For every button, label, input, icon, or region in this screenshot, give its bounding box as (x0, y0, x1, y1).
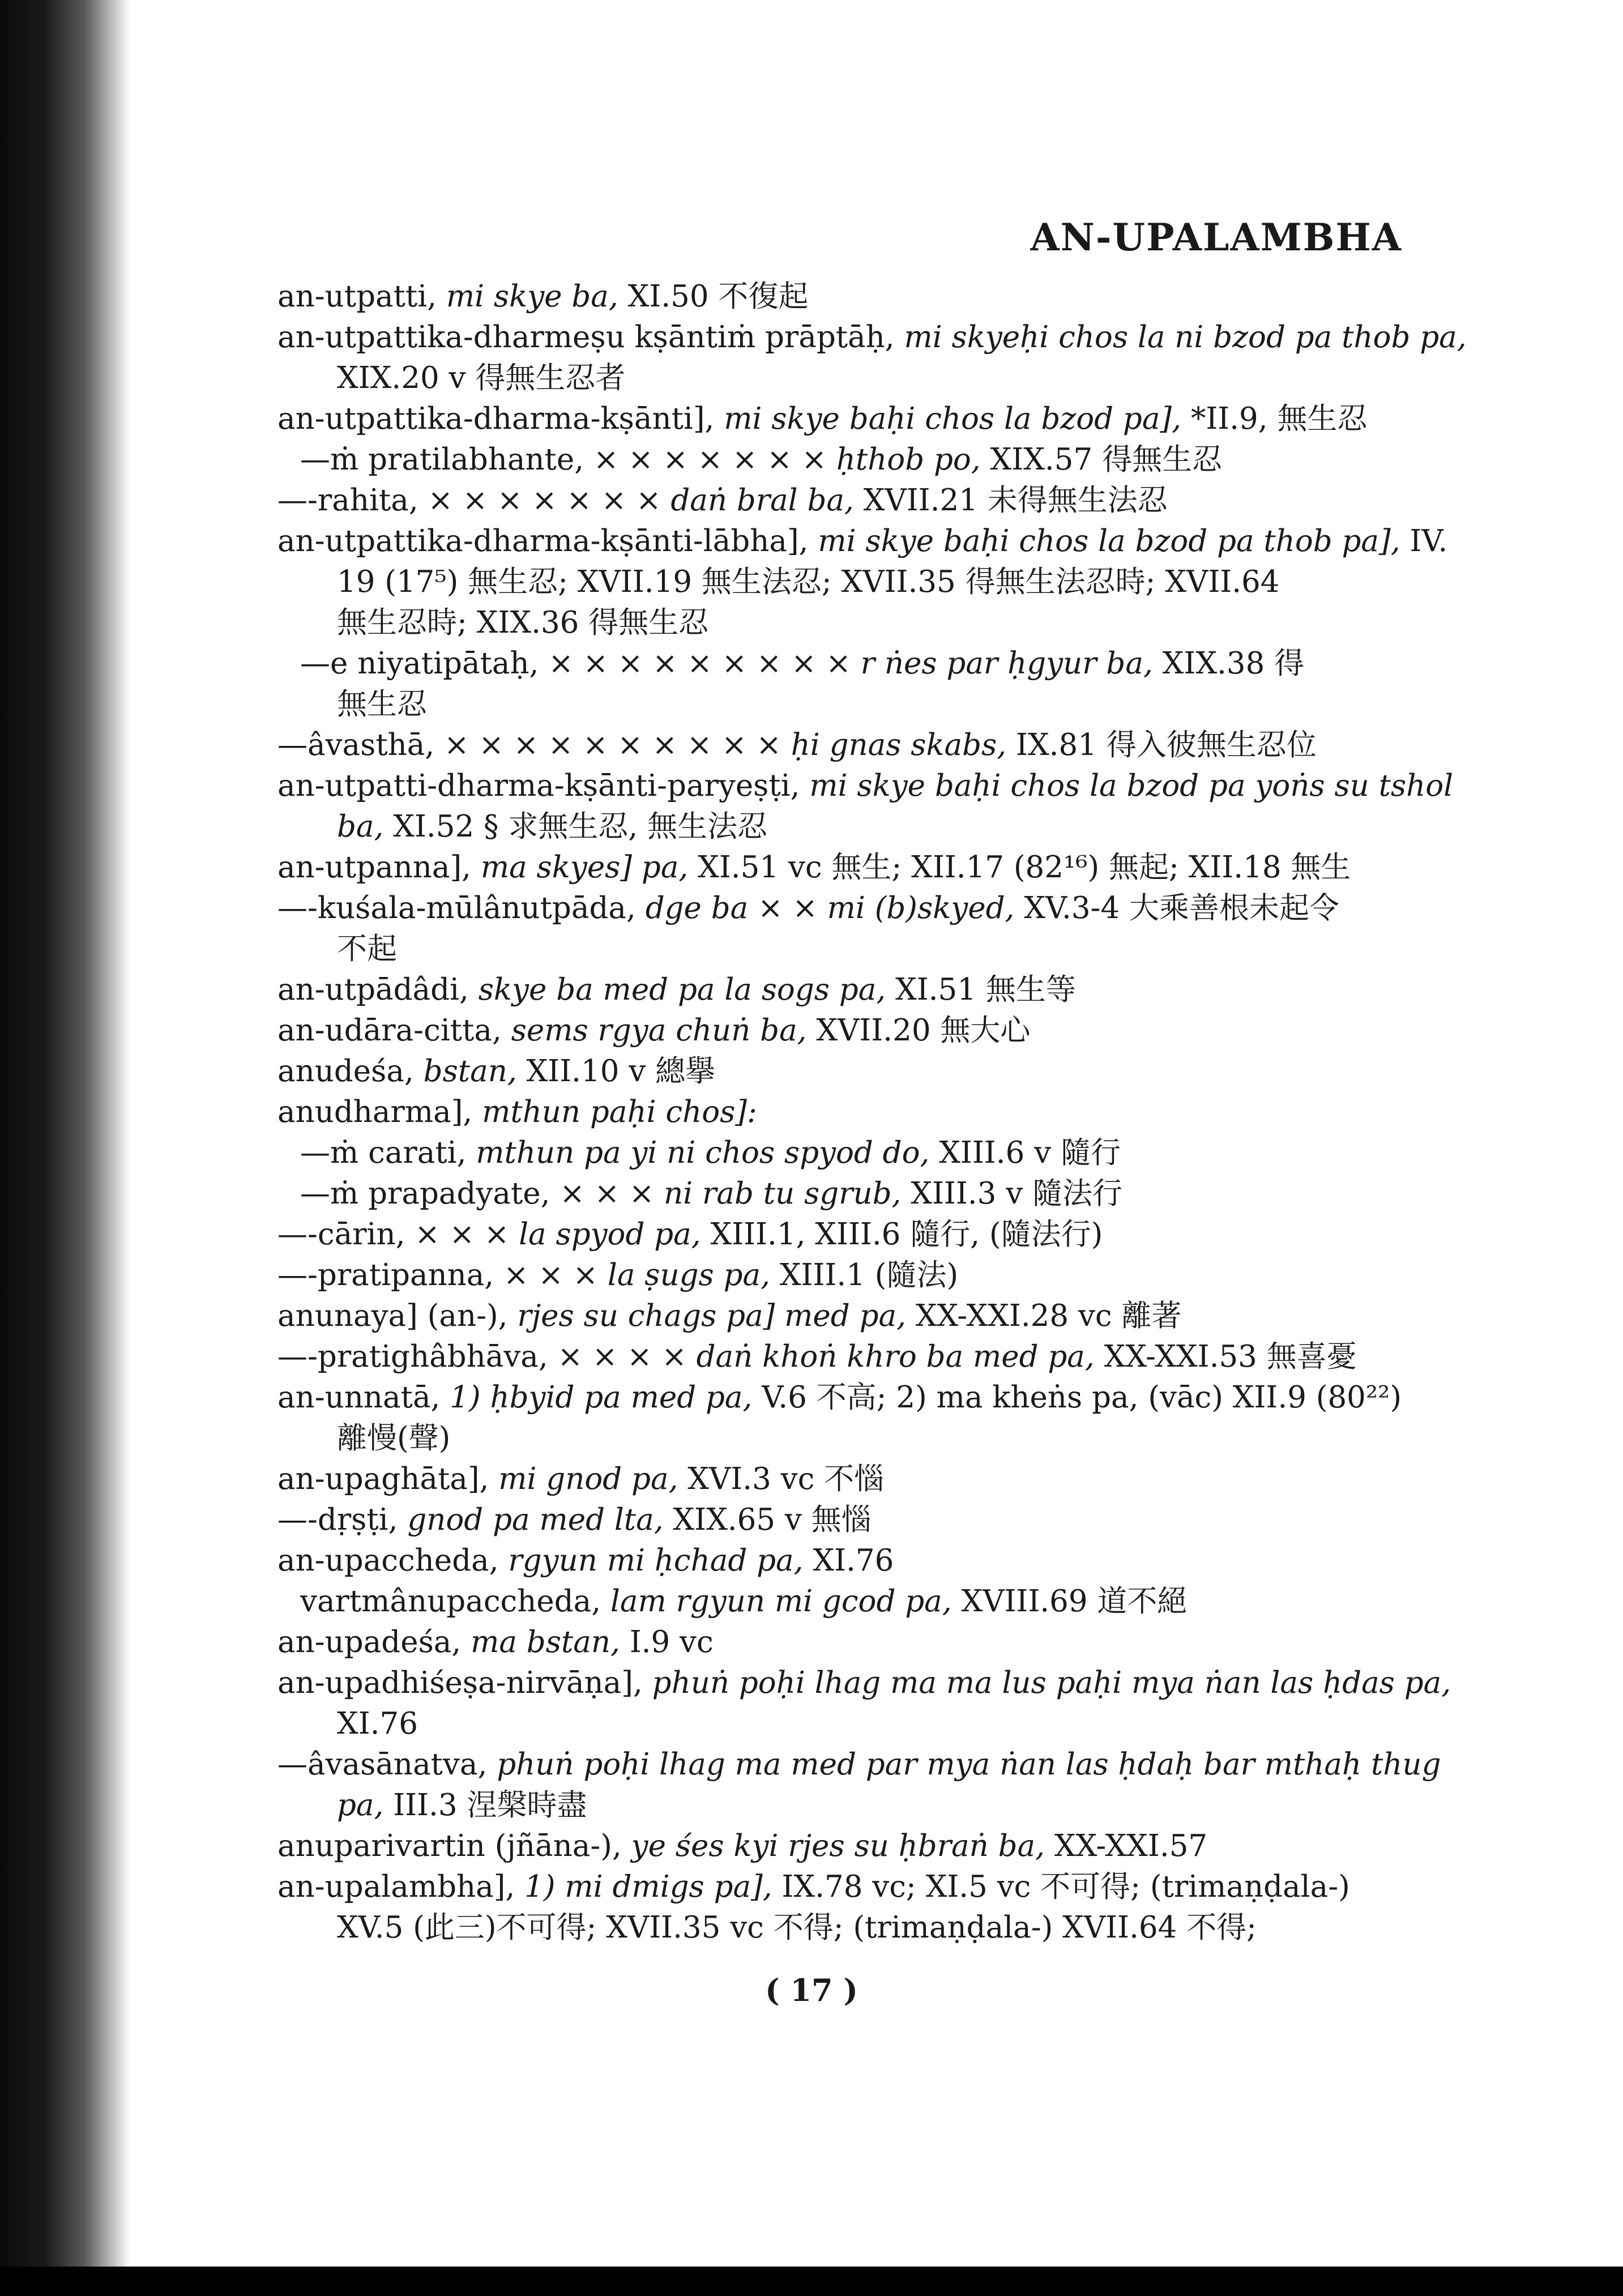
headword: an-utpattika-dharma-kṣānti], (277, 402, 715, 436)
reference: XIII.1 (隨法) (779, 1258, 959, 1292)
headword: an-unnatā, (277, 1380, 441, 1415)
tibetan-equivalent: phuṅ poḥi lhag ma ma lus paḥi mya ṅan las ḥdas pa, (652, 1666, 1451, 1700)
reference: IX.78 vc; XI.5 vc 不可得; (trimaṇḍala-) (781, 1870, 1350, 1904)
headword: —âvasthā, (277, 728, 435, 762)
tibetan-equivalent: × × × × × × × × × × ḥi gnas skabs, (444, 728, 1007, 762)
tibetan-equivalent: mi skye baḥi chos la bzod pa yoṅs su tshol (809, 769, 1454, 803)
reference: XVI.3 vc 不惱 (687, 1462, 885, 1496)
entry (277, 1663, 1451, 1704)
tibetan-equivalent: × × × × daṅ khoṅ khro ba med pa, (557, 1339, 1095, 1374)
sub-entry (277, 1500, 1404, 1540)
entry-continuation (277, 603, 1404, 643)
entry (277, 970, 1404, 1010)
headword: anunaya] (an-), (277, 1299, 508, 1333)
reference: IX.81 得入彼無生忍位 (1016, 728, 1317, 762)
tibetan-equivalent: 1) mi dmigs pa], (524, 1870, 772, 1904)
headword: an-upaghāta], (277, 1462, 489, 1496)
headword: an-upalambha], (277, 1870, 515, 1904)
headword: —-cārin, (277, 1217, 405, 1252)
headword: —-kuśala-mūlânutpāda, (277, 891, 636, 925)
reference: XX-XXI.53 無喜憂 (1104, 1339, 1357, 1374)
tibetan-equivalent: × × × × × × × × × r ṅes par ḥgyur ba, (548, 646, 1153, 681)
reference: XII.10 v 總擧 (526, 1054, 716, 1089)
entry (277, 1867, 1404, 1907)
headword: anuparivartin (jñāna-), (277, 1829, 622, 1863)
headword: an-utpattika-dharma-kṣānti-lābha], (277, 524, 809, 558)
reference: I.9 vc (629, 1625, 714, 1659)
reference: XIII.1, XIII.6 隨行, (隨法行) (710, 1217, 1103, 1252)
reference: XI.76 (337, 1706, 418, 1741)
tibetan-equivalent: × × × la spyod pa, (415, 1217, 701, 1252)
entry (277, 766, 1454, 806)
tibetan-equivalent: gnod pa med lta, (407, 1503, 664, 1537)
tibetan-equivalent: mi skye baḥi chos la bzod pa], (724, 402, 1181, 436)
reference: XI.51 無生等 (895, 972, 1076, 1007)
reference: 無生忍 (337, 687, 427, 722)
headword: —-dṛṣṭi, (277, 1503, 398, 1537)
sub-entry (277, 1133, 1404, 1173)
tibetan-equivalent: mthun paḥi chos]: (482, 1095, 757, 1129)
headword: —-rahita, (277, 483, 418, 518)
entry (277, 1826, 1404, 1867)
page-number: ( 17 ) (765, 1972, 858, 2008)
headword: an-upadeśa, (277, 1625, 462, 1659)
entry (277, 1051, 1404, 1092)
tibetan-equivalent: ba, (337, 809, 384, 844)
reference: XV.3-4 大乘善根未起令 (1024, 891, 1340, 925)
dictionary-entries (277, 276, 1467, 1948)
headword: an-udāra-citta, (277, 1013, 502, 1048)
sub-entry (277, 1581, 1404, 1622)
tibetan-equivalent: lam rgyun mi gcod pa, (610, 1584, 952, 1619)
reference: XVIII.69 道不絕 (961, 1584, 1188, 1619)
tibetan-equivalent: dge ba × × mi (b)skyed, (645, 891, 1015, 925)
headword: an-utpatti-dharma-kṣānti-paryeṣṭi, (277, 769, 800, 803)
sub-entry (277, 888, 1404, 929)
reference: III.3 涅槃時盡 (393, 1788, 587, 1823)
entry-continuation (277, 358, 1404, 399)
tibetan-equivalent: × × × la ṣugs pa, (503, 1258, 770, 1292)
tibetan-equivalent: mi skye baḥi chos la bzod pa thob pa], (818, 524, 1400, 558)
headword: an-utpattika-dharmeṣu kṣāntiṁ prāptāḥ, (277, 320, 895, 355)
tibetan-equivalent: rgyun mi ḥchad pa, (508, 1543, 804, 1578)
reference: XVII.21 未得無生法忍 (863, 483, 1168, 518)
entry (277, 1622, 1404, 1663)
tibetan-equivalent: phuṅ poḥi lhag ma med par mya ṅan las ḥdaḥ bar mthaḥ thug (497, 1747, 1441, 1782)
entry (277, 847, 1404, 888)
entry (277, 1092, 1404, 1133)
reference: *II.9, 無生忍 (1190, 402, 1368, 436)
tibetan-equivalent: 1) ḥbyid pa med pa, (450, 1380, 753, 1415)
headword: an-upadhiśeṣa-nirvāṇa], (277, 1666, 643, 1700)
sub-entry (277, 1173, 1404, 1214)
tibetan-equivalent: mthun pa yi ni chos spyod do, (476, 1136, 930, 1170)
headword: —ṁ carati, (300, 1136, 467, 1170)
headword: an-utpādâdi, (277, 972, 469, 1007)
reference: 19 (17⁵) 無生忍; XVII.19 無生法忍; XVII.35 得無生法忍時; XVII.64 (337, 565, 1280, 599)
entry-continuation (277, 684, 1404, 725)
entry (277, 1010, 1404, 1051)
reference: XIII.3 v 隨法行 (911, 1176, 1122, 1211)
reference: XV.5 (此三)不可得; XVII.35 vc 不得; (trimaṇḍala-) XVII.64 不得; (337, 1910, 1257, 1945)
tibetan-equivalent: mi skyeḥi chos la ni bzod pa thob pa, (904, 320, 1467, 355)
reference: XIX.57 得無生忍 (990, 442, 1223, 477)
sub-entry (277, 480, 1404, 521)
entry (277, 317, 1467, 358)
tibetan-equivalent: pa, (337, 1788, 384, 1823)
reference: XVII.20 無大心 (816, 1013, 1031, 1048)
headword: vartmânupaccheda, (300, 1584, 601, 1619)
entry (277, 399, 1404, 439)
headword: an-upaccheda, (277, 1543, 499, 1578)
scan-bottom-border (0, 2267, 1623, 2296)
sub-entry (277, 725, 1404, 766)
entry-continuation (277, 929, 1404, 970)
sub-entry (277, 1255, 1404, 1296)
reference: XI.76 (813, 1543, 894, 1578)
reference: XIX.38 得 (1162, 646, 1305, 681)
entry (277, 1459, 1404, 1500)
headword: —-pratipanna, (277, 1258, 494, 1292)
tibetan-equivalent: × × × × × × × ḥthob po, (593, 442, 981, 477)
tibetan-equivalent: bstan, (423, 1054, 517, 1089)
headword: —e niyatipātaḥ, (300, 646, 539, 681)
reference: 無生忍時; XIX.36 得無生忍 (337, 605, 709, 640)
tibetan-equivalent: ma bstan, (471, 1625, 620, 1659)
tibetan-equivalent: ye śes kyi rjes su ḥbraṅ ba, (631, 1829, 1045, 1863)
reference: 離慢(聲) (337, 1421, 451, 1456)
headword: —ṁ prapadyate, (300, 1176, 550, 1211)
sub-entry (277, 1744, 1441, 1785)
running-head: AN-UPALAMBHA (1030, 215, 1402, 259)
entry (277, 1296, 1404, 1337)
headword: —-pratighâbhāva, (277, 1339, 548, 1374)
sub-entry (277, 439, 1404, 480)
entry-continuation (277, 1907, 1404, 1948)
reference: XI.52 § 求無生忍, 無生法忍 (393, 809, 768, 844)
reference: IV. (1410, 524, 1448, 558)
entry (277, 521, 1448, 562)
reference: XI.50 不復起 (627, 279, 809, 314)
entry-continuation (277, 1418, 1404, 1459)
sub-entry (277, 643, 1404, 684)
tibetan-equivalent: ma skyes] pa, (480, 850, 689, 885)
entry (277, 1377, 1404, 1418)
reference: XI.51 vc 無生; XII.17 (82¹⁶) 無起; XII.18 無生 (698, 850, 1351, 885)
reference: XX-XXI.57 (1054, 1829, 1208, 1863)
tibetan-equivalent: × × × ni rab tu sgrub, (559, 1176, 902, 1211)
entry-continuation (277, 1785, 1404, 1826)
tibetan-equivalent: mi gnod pa, (498, 1462, 678, 1496)
entry (277, 276, 1404, 317)
sub-entry (277, 1337, 1404, 1377)
headword: anudeśa, (277, 1054, 414, 1089)
headword: an-utpanna], (277, 850, 471, 885)
sub-entry (277, 1214, 1404, 1255)
tibetan-equivalent: mi skye ba, (446, 279, 618, 314)
reference: XIX.65 v 無惱 (673, 1503, 872, 1537)
reference: XX-XXI.28 vc 離著 (915, 1299, 1182, 1333)
reference: 不起 (337, 932, 397, 966)
reference: XIII.6 v 隨行 (939, 1136, 1121, 1170)
entry-continuation (277, 562, 1404, 603)
scan-edge-shadow (0, 0, 130, 2296)
headword: an-utpatti, (277, 279, 437, 314)
reference: XIX.20 v 得無生忍者 (337, 361, 626, 395)
tibetan-equivalent: skye ba med pa la sogs pa, (478, 972, 886, 1007)
headword: anudharma], (277, 1095, 473, 1129)
entry (277, 1540, 1404, 1581)
tibetan-equivalent: sems rgya chuṅ ba, (511, 1013, 807, 1048)
entry-continuation (277, 806, 1404, 847)
headword: —âvasānatva, (277, 1747, 488, 1782)
reference: V.6 不高; 2) ma kheṅs pa, (vāc) XII.9 (80²²) (762, 1380, 1402, 1415)
tibetan-equivalent: × × × × × × × daṅ bral ba, (428, 483, 854, 518)
headword: —ṁ pratilabhante, (300, 442, 584, 477)
entry-continuation (277, 1704, 1404, 1744)
tibetan-equivalent: rjes su chags pa] med pa, (517, 1299, 906, 1333)
